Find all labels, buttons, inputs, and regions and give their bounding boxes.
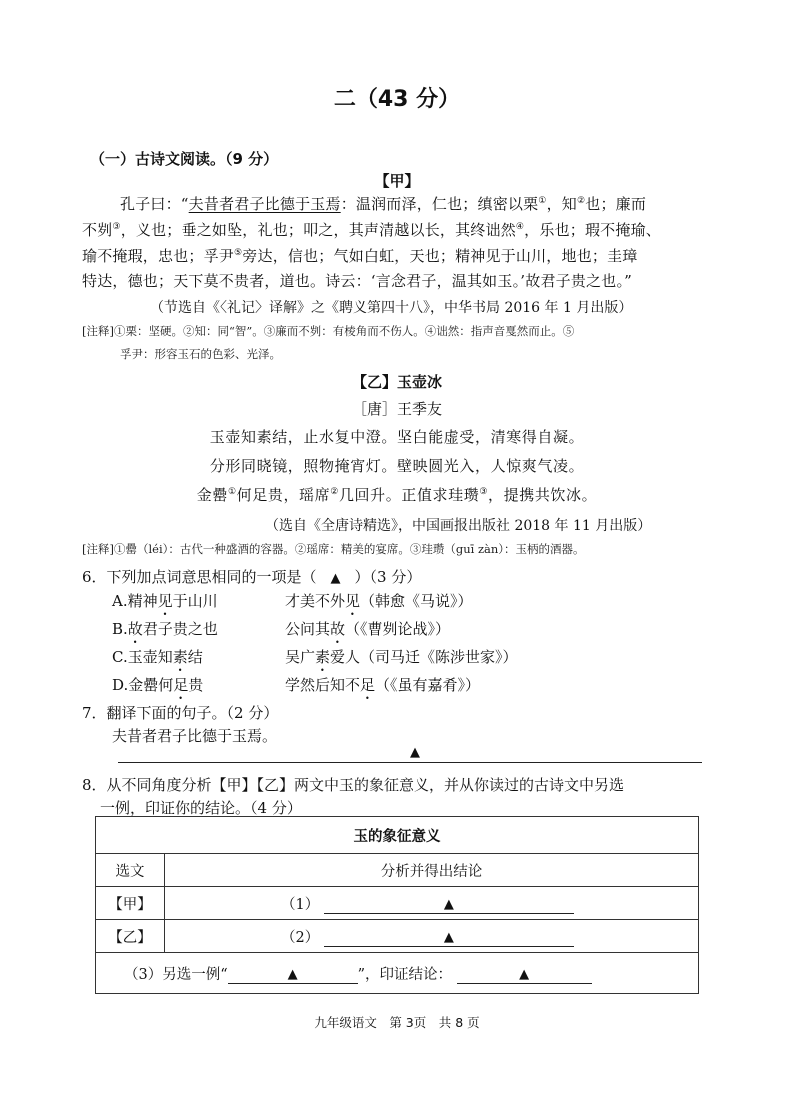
q7-sentence: 夫昔者君子比德于玉焉。 bbox=[112, 727, 278, 745]
q6-option-d: D.金罍何足贵 bbox=[112, 676, 204, 694]
q6-option-a: A.精神见于山川 bbox=[112, 592, 218, 610]
page-footer: 九年级语文 第 3页 共 8 页 bbox=[314, 1015, 480, 1030]
answer-blank-1[interactable] bbox=[324, 895, 574, 914]
jia-note-1: [注释]①栗：坚硬。②知：同“智”。③廉而不刿：有棱角而不伤人。④诎然：指声音戛然而止。⑤ bbox=[82, 324, 575, 338]
q6-option-d-compare: 学然后知不足（《虽有嘉肴》） bbox=[285, 676, 481, 694]
yi-heading: 【乙】玉壶冰 bbox=[351, 373, 442, 391]
row-jia-label: 【甲】 bbox=[96, 887, 165, 920]
jade-symbolism-table bbox=[95, 816, 699, 994]
jia-line-2: 不刿③，义也；垂之如坠，礼也；叩之，其声清越以长，其终诎然④，乐也；瑕不掩瑜、 bbox=[82, 221, 661, 239]
table-title: 玉的象征意义 bbox=[96, 817, 699, 854]
conclusion-blank[interactable] bbox=[457, 965, 592, 984]
answer-triangle-icon: ▲ bbox=[443, 896, 454, 912]
jia-line-1: 孔子曰：“夫昔者君子比德于玉焉：温润而泽，仁也；缜密以栗①，知②也；廉而 bbox=[120, 195, 647, 213]
answer-triangle-icon: ▲ bbox=[330, 571, 341, 586]
q8-stem-1: 8．从不同角度分析【甲】【乙】两文中玉的象征意义，并从你读过的古诗文中另选 bbox=[82, 776, 625, 794]
q6-option-a-compare: 才美不外见（韩愈《马说》） bbox=[285, 592, 473, 610]
example-blank[interactable] bbox=[228, 965, 358, 984]
jia-line-3: 瑜不掩瑕，忠也；孚尹⑤旁达，信也；气如白虹，天也；精神见于山川，地也；圭璋 bbox=[82, 247, 638, 265]
table-header-text: 选文 bbox=[96, 854, 165, 887]
q7-answer-line[interactable] bbox=[118, 762, 702, 763]
q6-option-b-compare: 公问其故（《曹刿论战》） bbox=[285, 620, 451, 638]
answer-triangle-icon: ▲ bbox=[519, 966, 530, 982]
answer-blank-2[interactable] bbox=[324, 928, 574, 947]
jia-line-4: 特达，德也；天下莫不贵者，道也。诗云：‘言念君子，温其如玉。’故君子贵之也。” bbox=[82, 272, 633, 290]
answer-triangle-icon: ▲ bbox=[443, 929, 454, 945]
table-header-analysis: 分析并得出结论 bbox=[165, 854, 699, 887]
row-yi-answer: （2） ▲ bbox=[165, 920, 699, 953]
q6-option-b: B.故君子贵之也 bbox=[112, 620, 218, 638]
jia-note-2: 孚尹：形容玉石的色彩、光泽。 bbox=[120, 347, 281, 361]
row-extra-example: （3）另选一例“ ▲ ”，印证结论： ▲ bbox=[96, 953, 699, 994]
row-yi-label: 【乙】 bbox=[96, 920, 165, 953]
jia-heading: 【甲】 bbox=[374, 172, 420, 190]
q8-stem-2: 一例，印证你的结论。（4 分） bbox=[100, 799, 302, 817]
section-title: 二（43 分） bbox=[333, 87, 461, 112]
yi-source: （选自《全唐诗精选》，中国画报出版社 2018 年 11 月出版） bbox=[265, 518, 652, 534]
row-jia-answer: （1） ▲ bbox=[165, 887, 699, 920]
jia-source: （节选自《〈礼记〉译解》之《聘义第四十八》，中华书局 2016 年 1 月出版） bbox=[150, 300, 633, 316]
q6-option-c-compare: 吴广素爱人（司马迁《陈涉世家》） bbox=[285, 648, 518, 666]
part-title: （一）古诗文阅读。（9 分） bbox=[90, 150, 279, 168]
yi-note: [注释]①罍（léi）：古代一种盛酒的容器。②瑶席：精美的宴席。③珪瓒（guī zàn）：玉柄的酒器。 bbox=[82, 542, 585, 556]
q6-option-c: C.玉壶知素结 bbox=[112, 648, 203, 666]
poem-line-2: 分形同晓镜，照物掩宵灯。壁映圆光入，人惊爽气凌。 bbox=[209, 457, 585, 475]
poem-line-3: 金罍①何足贵，瑶席②几回升。正值求珪瓒③，提携共饮冰。 bbox=[196, 486, 598, 504]
poem-author: ［唐］王季友 bbox=[351, 400, 442, 418]
poem-line-1: 玉壶知素结，止水复中澄。坚白能虚受，清寒得自凝。 bbox=[209, 428, 585, 446]
answer-triangle-icon: ▲ bbox=[287, 966, 298, 982]
q7-stem: 7．翻译下面的句子。（2 分） bbox=[82, 704, 279, 722]
q6-stem: 6．下列加点词意思相同的一项是（ ▲ ）（3 分） bbox=[82, 568, 422, 586]
answer-triangle-icon: ▲ bbox=[410, 745, 420, 760]
underlined-sentence: 夫昔者君子比德于玉焉 bbox=[188, 195, 341, 213]
